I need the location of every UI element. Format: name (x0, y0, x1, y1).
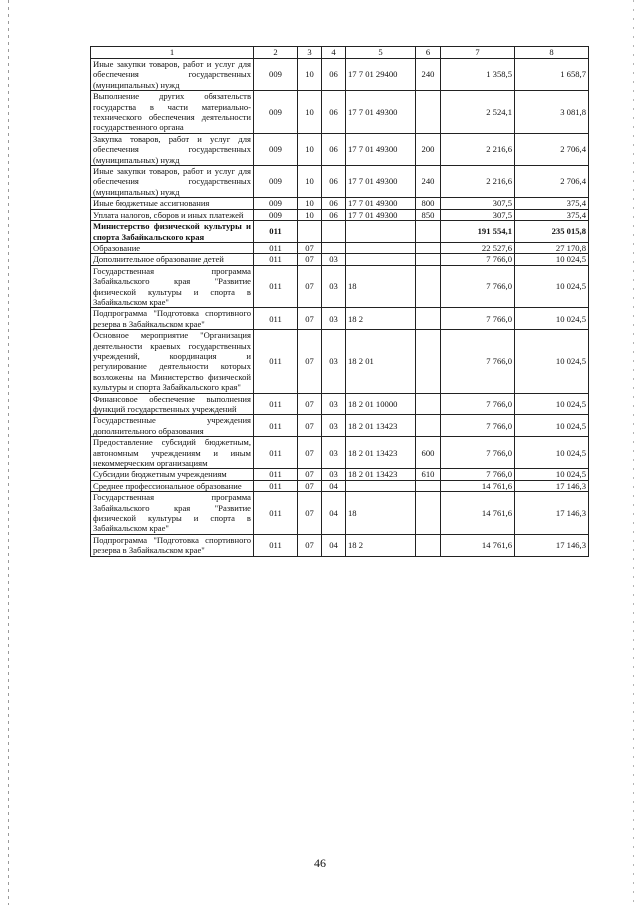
expense-type-cell: 610 (416, 469, 441, 480)
expense-type-cell: 240 (416, 166, 441, 198)
subsection-code-cell: 03 (322, 469, 346, 480)
expense-type-cell (416, 242, 441, 253)
column-header: 7 (441, 47, 515, 59)
section-code-cell: 07 (298, 534, 322, 556)
amount-year2-cell: 3 081,8 (515, 91, 589, 134)
section-code-cell: 07 (298, 415, 322, 437)
amount-year1-cell: 14 761,6 (441, 480, 515, 491)
amount-year1-cell: 7 766,0 (441, 393, 515, 415)
amount-year2-cell: 1 658,7 (515, 59, 589, 91)
target-article-cell (346, 480, 416, 491)
ministry-code-cell: 011 (254, 265, 298, 308)
table-row (91, 480, 589, 491)
column-header: 5 (346, 47, 416, 59)
row-name-cell: Образование (91, 242, 254, 253)
section-code-cell: 10 (298, 133, 322, 165)
ministry-code-cell: 011 (254, 393, 298, 415)
amount-year1-cell: 7 766,0 (441, 330, 515, 393)
amount-year1-cell: 191 554,1 (441, 221, 515, 243)
ministry-code-cell: 011 (254, 415, 298, 437)
subsection-code-cell: 03 (322, 393, 346, 415)
target-article-cell: 18 2 01 (346, 330, 416, 393)
row-name-cell: Иные закупки товаров, работ и услуг для обеспечения государственных (муниципальных) нужд (91, 166, 254, 198)
subsection-code-cell (322, 221, 346, 243)
ministry-code-cell: 011 (254, 437, 298, 469)
row-name-cell: Государственная программа Забайкальского края "Развитие физической культуры и спорта в Забайкальском крае" (91, 492, 254, 535)
amount-year2-cell: 10 024,5 (515, 308, 589, 330)
target-article-cell: 18 (346, 492, 416, 535)
subsection-code-cell: 03 (322, 415, 346, 437)
target-article-cell: 18 2 (346, 534, 416, 556)
amount-year1-cell: 7 766,0 (441, 254, 515, 265)
table-row (91, 242, 589, 253)
column-header: 6 (416, 47, 441, 59)
amount-year1-cell: 1 358,5 (441, 59, 515, 91)
table-row (91, 469, 589, 480)
ministry-code-cell: 011 (254, 242, 298, 253)
section-code-cell: 07 (298, 480, 322, 491)
target-article-cell: 18 2 01 10000 (346, 393, 416, 415)
amount-year2-cell: 10 024,5 (515, 393, 589, 415)
table-row (91, 437, 589, 469)
column-header: 4 (322, 47, 346, 59)
ministry-code-cell: 011 (254, 330, 298, 393)
amount-year1-cell: 7 766,0 (441, 437, 515, 469)
amount-year2-cell: 10 024,5 (515, 415, 589, 437)
row-name-cell: Подпрограмма "Подготовка спортивного резерва в Забайкальском крае" (91, 534, 254, 556)
amount-year1-cell: 307,5 (441, 198, 515, 209)
column-header: 1 (91, 47, 254, 59)
target-article-cell: 17 7 01 29400 (346, 59, 416, 91)
subsection-code-cell: 03 (322, 265, 346, 308)
amount-year2-cell: 10 024,5 (515, 330, 589, 393)
ministry-code-cell: 011 (254, 254, 298, 265)
row-name-cell: Уплата налогов, сборов и иных платежей (91, 209, 254, 220)
amount-year2-cell: 10 024,5 (515, 254, 589, 265)
expense-type-cell (416, 534, 441, 556)
row-name-cell: Выполнение других обязательств государства в части материально-технического обеспечения деятельности государственного органа (91, 91, 254, 134)
subsection-code-cell: 04 (322, 534, 346, 556)
target-article-cell: 18 2 01 13423 (346, 415, 416, 437)
expense-type-cell (416, 492, 441, 535)
target-article-cell: 18 2 (346, 308, 416, 330)
section-code-cell: 07 (298, 469, 322, 480)
amount-year2-cell: 17 146,3 (515, 534, 589, 556)
target-article-cell: 18 2 01 13423 (346, 437, 416, 469)
amount-year2-cell: 10 024,5 (515, 437, 589, 469)
table-row (91, 393, 589, 415)
section-code-cell (298, 221, 322, 243)
section-code-cell: 10 (298, 59, 322, 91)
ministry-code-cell: 011 (254, 308, 298, 330)
amount-year1-cell: 7 766,0 (441, 265, 515, 308)
row-name-cell: Иные закупки товаров, работ и услуг для обеспечения государственных (муниципальных) нужд (91, 59, 254, 91)
table-row (91, 265, 589, 308)
ministry-code-cell: 009 (254, 198, 298, 209)
amount-year2-cell: 2 706,4 (515, 133, 589, 165)
amount-year2-cell: 375,4 (515, 198, 589, 209)
expense-type-cell: 600 (416, 437, 441, 469)
section-code-cell: 07 (298, 492, 322, 535)
table-row (91, 166, 589, 198)
budget-table (90, 46, 589, 557)
expense-type-cell: 240 (416, 59, 441, 91)
table-row (91, 133, 589, 165)
subsection-code-cell: 06 (322, 198, 346, 209)
amount-year2-cell: 27 170,8 (515, 242, 589, 253)
target-article-cell: 17 7 01 49300 (346, 198, 416, 209)
section-code-cell: 10 (298, 209, 322, 220)
amount-year1-cell: 2 216,6 (441, 166, 515, 198)
scan-edge-left (8, 0, 9, 905)
section-code-cell: 10 (298, 91, 322, 134)
subsection-code-cell: 06 (322, 59, 346, 91)
row-name-cell: Дополнительное образование детей (91, 254, 254, 265)
amount-year1-cell: 14 761,6 (441, 492, 515, 535)
ministry-code-cell: 011 (254, 469, 298, 480)
section-code-cell: 07 (298, 254, 322, 265)
subsection-code-cell: 06 (322, 133, 346, 165)
expense-type-cell (416, 415, 441, 437)
amount-year1-cell: 2 216,6 (441, 133, 515, 165)
subsection-code-cell: 03 (322, 254, 346, 265)
target-article-cell: 17 7 01 49300 (346, 133, 416, 165)
expense-type-cell: 850 (416, 209, 441, 220)
section-code-cell: 07 (298, 242, 322, 253)
amount-year1-cell: 307,5 (441, 209, 515, 220)
row-name-cell: Закупка товаров, работ и услуг для обеспечения государственных (муниципальных) нужд (91, 133, 254, 165)
subsection-code-cell: 04 (322, 480, 346, 491)
target-article-cell (346, 254, 416, 265)
ministry-code-cell: 009 (254, 133, 298, 165)
amount-year1-cell: 14 761,6 (441, 534, 515, 556)
subsection-code-cell: 03 (322, 437, 346, 469)
target-article-cell: 17 7 01 49300 (346, 91, 416, 134)
subsection-code-cell: 04 (322, 492, 346, 535)
expense-type-cell (416, 480, 441, 491)
expense-type-cell (416, 91, 441, 134)
target-article-cell (346, 242, 416, 253)
section-code-cell: 07 (298, 265, 322, 308)
amount-year1-cell: 22 527,6 (441, 242, 515, 253)
subsection-code-cell: 06 (322, 91, 346, 134)
table-row (91, 221, 589, 243)
row-name-cell: Министерство физической культуры и спорта Забайкальского края (91, 221, 254, 243)
target-article-cell: 17 7 01 49300 (346, 166, 416, 198)
ministry-code-cell: 009 (254, 209, 298, 220)
section-code-cell: 10 (298, 198, 322, 209)
subsection-code-cell: 06 (322, 166, 346, 198)
column-header: 2 (254, 47, 298, 59)
table-row (91, 308, 589, 330)
amount-year2-cell: 235 015,8 (515, 221, 589, 243)
row-name-cell: Среднее профессиональное образование (91, 480, 254, 491)
amount-year1-cell: 7 766,0 (441, 308, 515, 330)
column-header: 3 (298, 47, 322, 59)
row-name-cell: Субсидии бюджетным учреждениям (91, 469, 254, 480)
table-row (91, 209, 589, 220)
ministry-code-cell: 011 (254, 221, 298, 243)
table-row (91, 254, 589, 265)
target-article-cell: 18 2 01 13423 (346, 469, 416, 480)
amount-year1-cell: 2 524,1 (441, 91, 515, 134)
table-header-row (91, 47, 589, 59)
target-article-cell: 17 7 01 49300 (346, 209, 416, 220)
amount-year2-cell: 17 146,3 (515, 492, 589, 535)
expense-type-cell (416, 221, 441, 243)
row-name-cell: Государственные учреждения дополнительного образования (91, 415, 254, 437)
row-name-cell: Финансовое обеспечение выполнения функций государственных учреждений (91, 393, 254, 415)
ministry-code-cell: 009 (254, 91, 298, 134)
section-code-cell: 07 (298, 437, 322, 469)
ministry-code-cell: 009 (254, 166, 298, 198)
expense-type-cell (416, 393, 441, 415)
amount-year2-cell: 10 024,5 (515, 265, 589, 308)
row-name-cell: Основное мероприятие "Организация деятельности краевых государственных учреждений, координация и регулирование деятельности которых возложены на Министерство физической культуры и спорта Забайкальского края" (91, 330, 254, 393)
table-row (91, 198, 589, 209)
row-name-cell: Предоставление субсидий бюджетным, автономным учреждениям и иным некоммерческим организациям (91, 437, 254, 469)
column-header: 8 (515, 47, 589, 59)
target-article-cell: 18 (346, 265, 416, 308)
scan-edge-right (633, 0, 634, 905)
amount-year1-cell: 7 766,0 (441, 415, 515, 437)
ministry-code-cell: 011 (254, 480, 298, 491)
ministry-code-cell: 011 (254, 492, 298, 535)
amount-year2-cell: 10 024,5 (515, 469, 589, 480)
row-name-cell: Государственная программа Забайкальского края "Развитие физической культуры и спорта в Забайкальском крае" (91, 265, 254, 308)
amount-year2-cell: 375,4 (515, 209, 589, 220)
ministry-code-cell: 011 (254, 534, 298, 556)
subsection-code-cell: 06 (322, 209, 346, 220)
table-row (91, 534, 589, 556)
subsection-code-cell: 03 (322, 308, 346, 330)
section-code-cell: 07 (298, 308, 322, 330)
expense-type-cell: 800 (416, 198, 441, 209)
expense-type-cell (416, 254, 441, 265)
ministry-code-cell: 009 (254, 59, 298, 91)
amount-year1-cell: 7 766,0 (441, 469, 515, 480)
table-row (91, 91, 589, 134)
amount-year2-cell: 2 706,4 (515, 166, 589, 198)
row-name-cell: Иные бюджетные ассигнования (91, 198, 254, 209)
table-row (91, 330, 589, 393)
target-article-cell (346, 221, 416, 243)
subsection-code-cell: 03 (322, 330, 346, 393)
subsection-code-cell (322, 242, 346, 253)
expense-type-cell: 200 (416, 133, 441, 165)
expense-type-cell (416, 265, 441, 308)
table-body (91, 59, 589, 557)
table-row (91, 59, 589, 91)
amount-year2-cell: 17 146,3 (515, 480, 589, 491)
page-number: 46 (314, 856, 326, 870)
expense-type-cell (416, 308, 441, 330)
row-name-cell: Подпрограмма "Подготовка спортивного резерва в Забайкальском крае" (91, 308, 254, 330)
section-code-cell: 07 (298, 330, 322, 393)
section-code-cell: 07 (298, 393, 322, 415)
table-row (91, 415, 589, 437)
section-code-cell: 10 (298, 166, 322, 198)
table-row (91, 492, 589, 535)
expense-type-cell (416, 330, 441, 393)
